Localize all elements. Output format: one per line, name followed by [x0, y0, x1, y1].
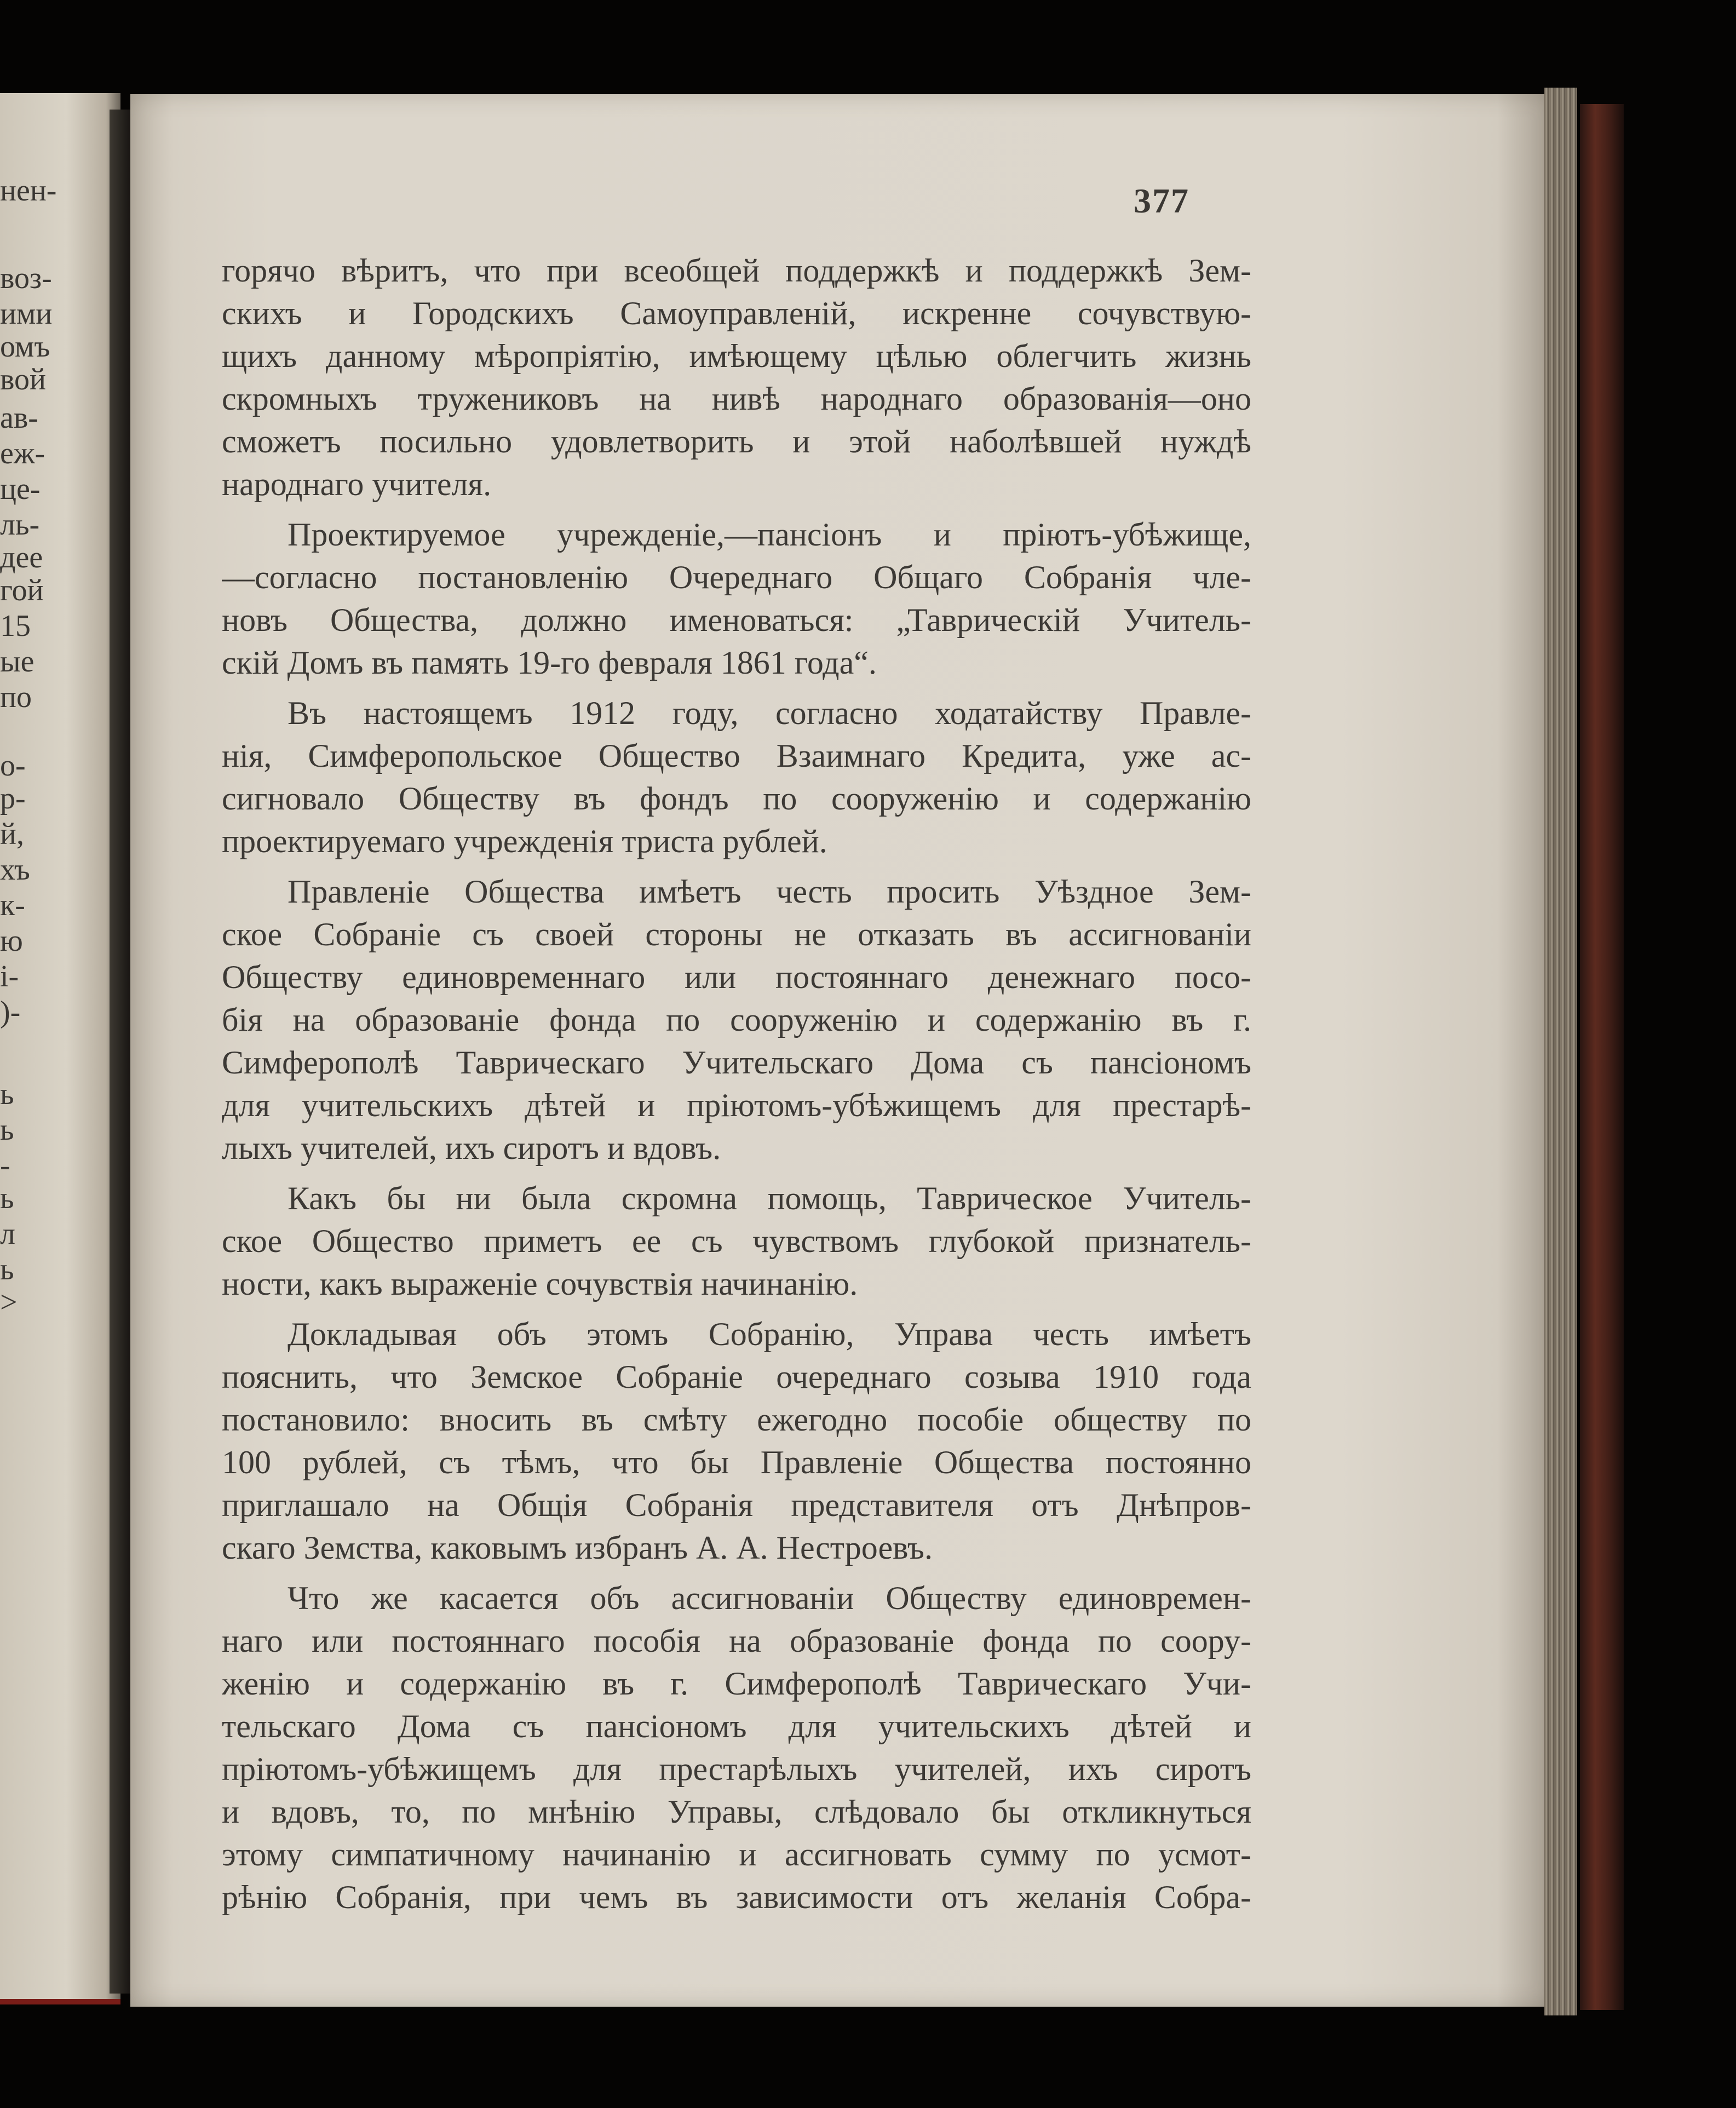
left-page-fragment: ю	[0, 924, 23, 958]
text-line: женію и содержанію въ г. Симферополѣ Таврическаго Учи-	[222, 1665, 1251, 1702]
text-line: нія, Симферопольское Общество Взаимнаго Кредита, уже ас-	[222, 738, 1251, 774]
text-line: народнаго учителя.	[222, 466, 492, 502]
left-page-fragment: ь	[0, 1253, 14, 1286]
text-line: Обществу единовременнаго или постояннаго денежнаго посо-	[222, 959, 1251, 995]
text-line: —согласно постановленію Очереднаго Общаго Собранія чле-	[222, 559, 1251, 595]
text-line: ское Общество приметъ ее съ чувствомъ глубокой признатель-	[222, 1223, 1251, 1259]
paragraph	[222, 1313, 1251, 1569]
page-number: 377	[1134, 181, 1189, 220]
text-line: пояснить, что Земское Собраніе очереднаго созыва 1910 года	[222, 1359, 1251, 1395]
left-page-fragment: дее	[0, 541, 43, 575]
text-line: горячо вѣритъ, что при всеобщей поддержкѣ и поддержкѣ Зем-	[222, 252, 1251, 289]
text-line: ское Собраніе съ своей стороны не отказать въ ассигнованіи	[222, 916, 1251, 952]
text-line: скромныхъ тружениковъ на нивѣ народнаго образованія—оно	[222, 381, 1251, 417]
left-page-fragment: воз-	[0, 261, 52, 295]
text-line: постановило: вносить въ смѣту ежегодно пособіе обществу по	[222, 1401, 1251, 1438]
left-page-fragment: омъ	[0, 330, 50, 364]
text-line: приглашало на Общія Собранія представителя отъ Днѣпров-	[222, 1487, 1251, 1523]
text-line: для учительскихъ дѣтей и пріютомъ-убѣжищемъ для престарѣ-	[222, 1087, 1251, 1123]
text-line: Проектируемое учрежденіе,—пансіонъ и пріютъ-убѣжище,	[288, 516, 1251, 553]
left-page-fragment: гой	[0, 573, 44, 607]
body-text	[222, 249, 1251, 1926]
page-edges	[1544, 88, 1577, 2015]
text-line: сможетъ посильно удовлетворить и этой наболѣвшей нуждѣ	[222, 423, 1251, 459]
left-page-fragment: ь	[0, 1113, 14, 1147]
text-line: тельскаго Дома съ пансіономъ для учительскихъ дѣтей и	[222, 1708, 1251, 1744]
left-page-fragment: ими	[0, 297, 53, 331]
left-page-fragment: вой	[0, 363, 47, 397]
left-page-fragment: р-	[0, 782, 26, 815]
text-line: бія на образованіе фонда по сооруженію и содержанію въ г.	[222, 1002, 1251, 1038]
left-page-fragment: і-	[0, 960, 19, 993]
left-page-fragment: ав-	[0, 401, 38, 435]
left-page-fragment: к-	[0, 888, 25, 922]
left-page-fragment: ль-	[0, 508, 40, 542]
left-page-fragment: нен-	[0, 174, 57, 208]
left-page-fragment: еж-	[0, 436, 45, 470]
left-page-fragment: ь	[0, 1077, 14, 1111]
text-line: Симферополѣ Таврическаго Учительскаго Дома съ пансіономъ	[222, 1044, 1251, 1081]
text-line: пріютомъ-убѣжищемъ для престарѣлыхъ учителей, ихъ сиротъ	[222, 1751, 1251, 1787]
text-line: проектируемаго учрежденія триста рублей.	[222, 823, 827, 859]
text-line: лыхъ учителей, ихъ сиротъ и вдовъ.	[222, 1130, 721, 1166]
paragraph	[222, 870, 1251, 1169]
text-line: и вдовъ, то, по мнѣнію Управы, слѣдовало бы откликнуться	[222, 1794, 1251, 1830]
text-line: скій Домъ въ память 19-го февраля 1861 года“.	[222, 645, 877, 681]
paragraph	[222, 692, 1251, 863]
text-line: Въ настоящемъ 1912 году, согласно ходатайству Правле-	[288, 695, 1251, 731]
left-page-fragment: -	[0, 1148, 10, 1182]
text-line: наго или постояннаго пособія на образованіе фонда по соору-	[222, 1623, 1251, 1659]
left-page-fragment: л	[0, 1217, 15, 1251]
paragraph	[222, 249, 1251, 506]
text-line: 100 рублей, съ тѣмъ, что бы Правленіе Общества постоянно	[222, 1444, 1251, 1480]
text-line: скихъ и Городскихъ Самоуправленій, искренне сочувствую-	[222, 295, 1251, 331]
book-cover-edge	[1580, 104, 1624, 2010]
text-line: рѣнію Собранія, при чемъ въ зависимости отъ желанія Собра-	[222, 1879, 1251, 1915]
paragraph	[222, 1577, 1251, 1919]
left-page-edge	[0, 93, 120, 2004]
left-page-fragment: о-	[0, 749, 26, 783]
text-line: этому симпатичному начинанію и ассигновать сумму по усмот-	[222, 1836, 1251, 1872]
left-page-fragment: це-	[0, 472, 41, 506]
left-page-fragment: ь	[0, 1181, 14, 1215]
left-page-fragment: й,	[0, 817, 24, 851]
left-page-fragment: ые	[0, 645, 35, 679]
text-line: скаго Земства, каковымъ избранъ А. А. Нестроевъ.	[222, 1530, 933, 1566]
text-line: Докладывая объ этомъ Собранію, Управа честь имѣетъ	[288, 1316, 1251, 1352]
text-line: Что же касается объ ассигнованіи Обществу единовремен-	[288, 1580, 1251, 1616]
text-line: Какъ бы ни была скромна помощь, Таврическое Учитель-	[288, 1180, 1251, 1216]
text-line: щихъ данному мѣропріятію, имѣющему цѣлью облегчить жизнь	[222, 338, 1251, 374]
paragraph	[222, 1177, 1251, 1305]
left-page-fragment: 15	[0, 609, 31, 643]
text-line: Правленіе Общества имѣетъ честь просить Уѣздное Зем-	[288, 874, 1251, 910]
left-page-fragment: >	[0, 1285, 18, 1319]
text-line: ности, какъ выраженіе сочувствія начинанію.	[222, 1266, 858, 1302]
text-line: новъ Общества, должно именоваться: „Таврическій Учитель-	[222, 602, 1251, 638]
left-page-fragment: хъ	[0, 853, 30, 887]
left-page-fragment: )-	[0, 995, 21, 1029]
paragraph	[222, 513, 1251, 684]
text-line: сигновало Обществу въ фондъ по сооруженію и содержанію	[222, 780, 1251, 817]
left-page-fragment: по	[0, 680, 32, 714]
